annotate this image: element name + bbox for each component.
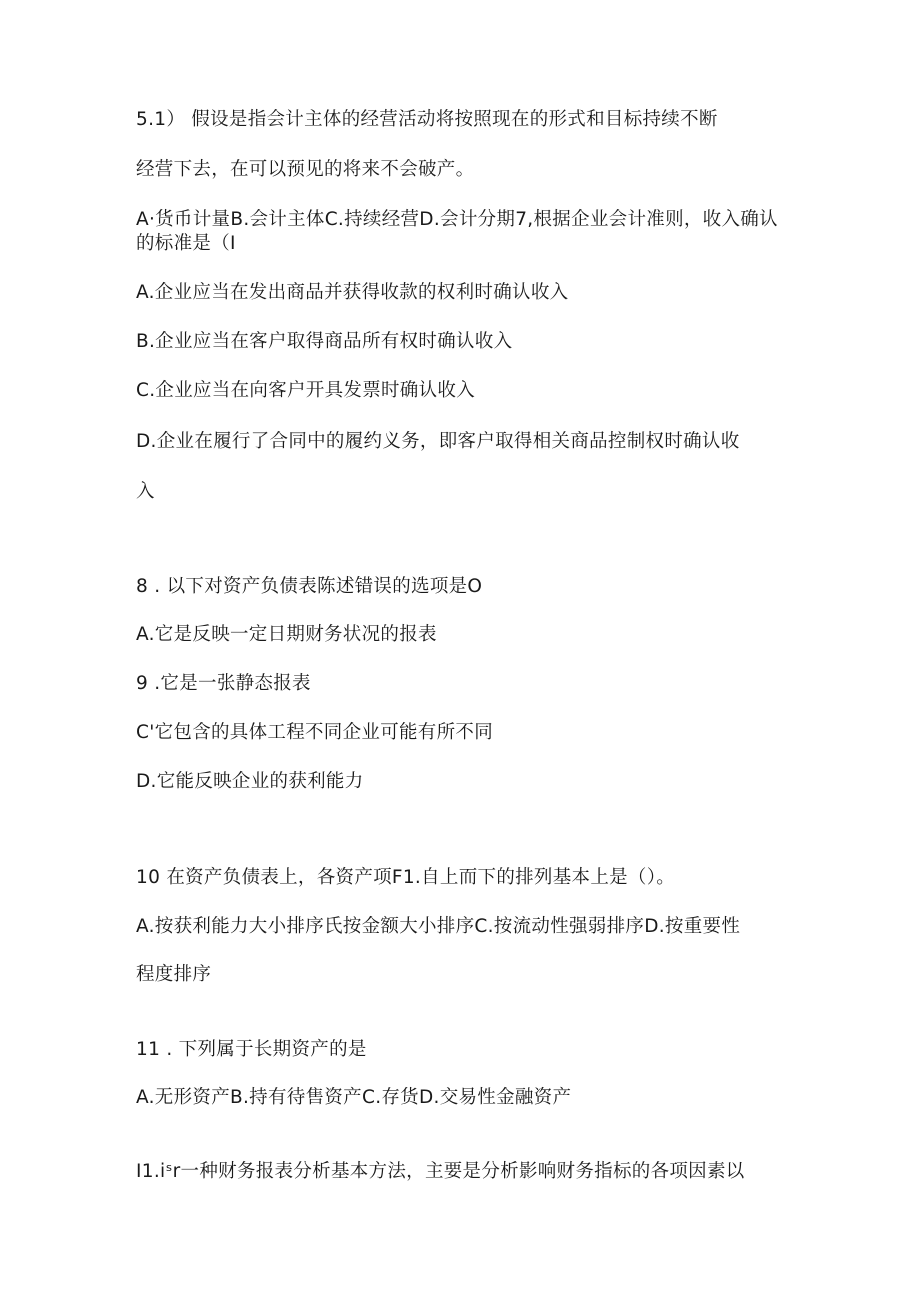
question-8-stem: 8 . 以下对资产负债表陈述错误的选项是O	[136, 576, 483, 597]
question-12-stem: I1.iˢr一种财务报表分析基本方法，主要是分析影响财务指标的各项因素以	[136, 1161, 745, 1182]
question-11-options: A.无形资产B.持有待售资产C.存货D.交易性金融资产	[136, 1087, 572, 1108]
question-7-option-a: A.企业应当在发出商品并获得收款的权利时确认收入	[136, 282, 569, 303]
question-7-option-d-line-1: D.企业在履行了合同中的履约义务，即客户取得相关商品控制权时确认收	[136, 431, 740, 452]
question-6-options-and-question-7: A·货币计量B.会计主体C.持续经营D.会计分期7,根据企业会计准则，收入确认的标准是（I	[136, 209, 778, 254]
question-8-option-a: A.它是反映一定日期财务状况的报表	[136, 624, 437, 645]
question-10-stem: 10 在资产负债表上，各资产项F1.自上而下的排列基本上是（）。	[136, 867, 676, 888]
question-8-option-d: D.它能反映企业的获利能力	[136, 771, 364, 792]
question-5-line-1: 5.1） 假设是指会计主体的经营活动将按照现在的形式和目标持续不断	[136, 109, 718, 130]
question-7-option-d-line-2: 入	[136, 481, 155, 502]
question-8-option-b: 9 .它是一张静态报表	[136, 673, 311, 694]
question-8-option-c: C'它包含的具体工程不同企业可能有所不同	[136, 722, 494, 743]
question-5-line-2: 经营下去，在可以预见的将来不会破产。	[136, 159, 475, 180]
question-7-option-c: C.企业应当在向客户开具发票时确认收入	[136, 380, 475, 401]
question-11-stem: 11 . 下列属于长期资产的是	[136, 1039, 367, 1060]
question-7-option-b: B.企业应当在客户取得商品所有权时确认收入	[136, 331, 513, 352]
question-10-options-line-1: A.按获利能力大小排序氏按金额大小排序C.按流动性强弱排序D.按重要性	[136, 916, 741, 937]
question-10-options-line-2: 程度排序	[136, 964, 212, 985]
